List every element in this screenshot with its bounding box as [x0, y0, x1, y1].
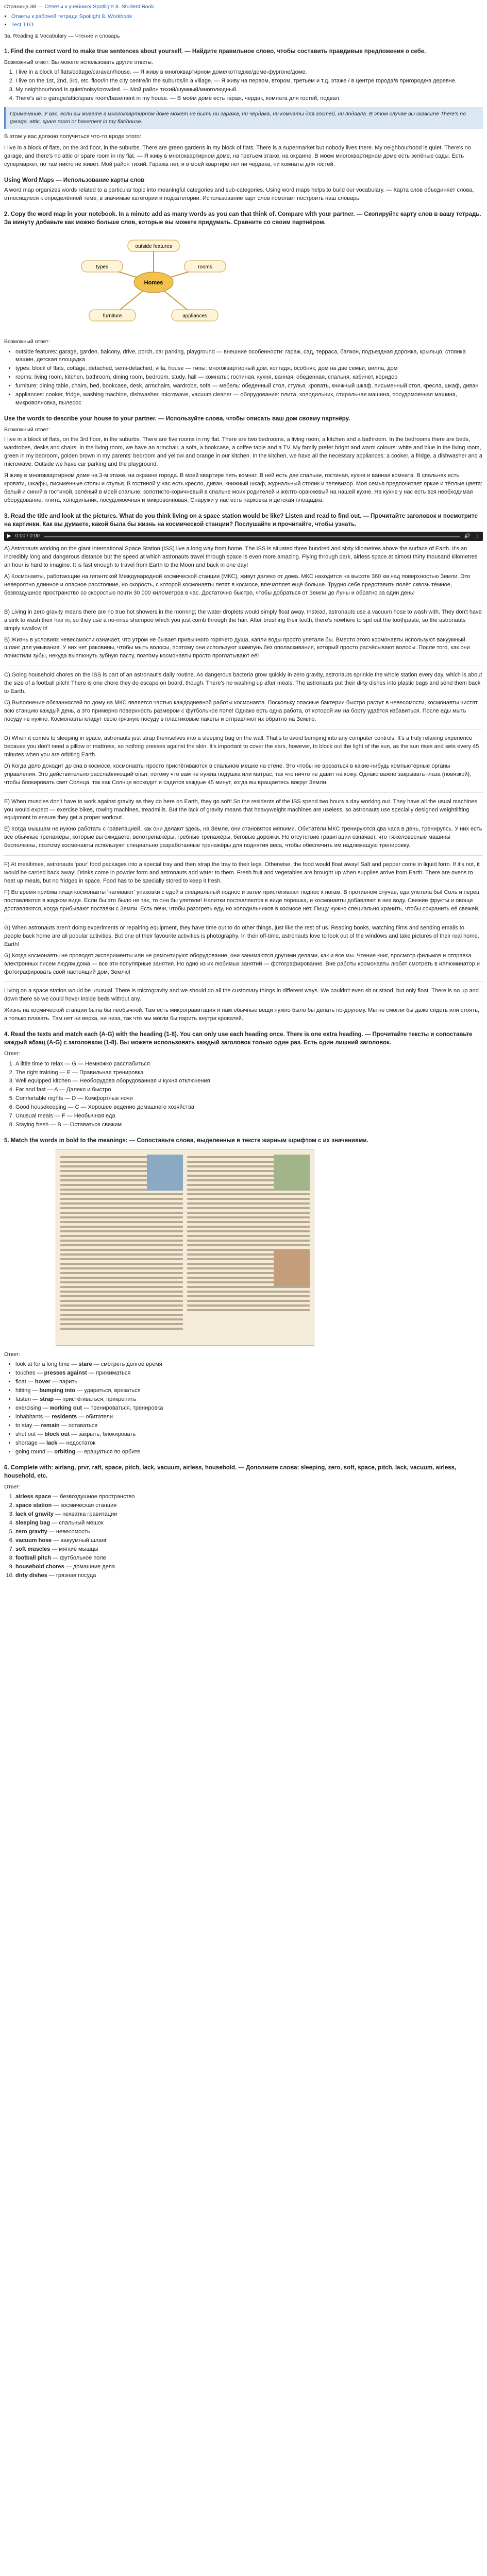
audio-time: 0:00 / 0:00	[15, 533, 40, 539]
ex5-translation: закрыть, блокировать	[78, 1431, 136, 1437]
text-paragraph: A) Космонавты, работающие на гигантской Международной космической станции (МКС), живут далеко от дома. МКС находится на высоте 360 км над поверхностью Земли. Это невероятно длинное и опасное расстояние, но скорость, с которой космонавты летят в космосе, впечатляет ещё больше. Трудно себе представить полёт сквозь тёмное, безвоздушное пространство со скоростью почти 30 000 километров в час. Достаточно быстро, чтобы добраться от Земли до Луны и обратно за один день!	[4, 573, 471, 596]
ex5-meaning: exercising	[15, 1405, 41, 1412]
ex4-item: 7. Unusual meals — F — Необычная еда	[15, 1112, 483, 1121]
ex5-meaning: inhabitants	[15, 1414, 43, 1420]
text-paragraph: D) When it comes to sleeping in space, astronauts just strap themselves into a sleeping bag on the wall. That's to avoid bumping into any computer controls. It's a truly relaxing experience because you don't need a pillow or mattress, so nothing presses against the skin. It's important to cover the ears, however, to block out the light of the sun, as the sun rises and sets every 45 minutes when you are orbiting Earth.	[4, 735, 479, 758]
ex6-phrase: zero gravity	[15, 1528, 47, 1535]
ex1-item: 4. There's a/no garage/attic/spare room/basement in my house. — В моём доме есть гараж, чердак, комната для гостей, подвал.	[15, 95, 483, 103]
ex6-translation: вакуумный шланг	[60, 1537, 107, 1544]
ex5-item: • going round — orbiting — вращаться по орбите	[15, 1448, 483, 1456]
ex5-translation: обитатели	[86, 1414, 113, 1420]
text-paragraph: G) Когда космонавты не проводят эксперименты или не ремонтируют оборудование, они занимаются другими делами, как и все мы. Чтение книг, просмотр фильмов и отправка электронных писем людям дома — все эти популярные занятия. Но одно из их любимых занятий — фотографирование. Вне работы космонавты любят смотреть в иллюминатор и фотографировать свой настоящий дом, Землю!	[4, 952, 480, 975]
ex5-word: orbiting	[54, 1448, 76, 1455]
ex1-item: 3. My neighbourhood is quiet/noisy/crowded. — Мой район тихий/шумный/многолюдный.	[15, 86, 483, 94]
ex4-item: 1. A little time to relax — G — Немножко расслабиться	[15, 1060, 483, 1069]
ex6-item: 9. household chores — домашние дела	[15, 1563, 483, 1571]
ex5-meaning: touches	[15, 1370, 36, 1377]
ex6-translation: спальный мешок	[59, 1519, 104, 1526]
ex2-title: 2. Copy the word map in your notebook. In a minute add as many words as you can that think of. Compare with your partner. — Скопируйте карту слов в вашу тетрадь. За минуту добавьте как можно больше слов, которые вы можете придумать. Сравните со своим партнёром.	[4, 211, 481, 226]
text-paragraph: E) When muscles don't have to work against gravity as they do here on Earth, they go soft! So the residents of the ISS spend two hours a day working out. They have all the usual machines you would expect — exercise bikes, rowing machines, treadmills. But the lack of gravity means that heavyweight machines are useless, so astronauts use specially designed weightlifting equipment to ensure they get a proper workout.	[4, 798, 477, 821]
divider	[4, 981, 483, 982]
ex1-item: 1. I live in a block of flats/cottage/caravan/house. — Я живу в многоквартирном доме/коттедже/доме-фургоне/доме.	[15, 69, 483, 77]
toc-link-workbook[interactable]: Ответы к рабочей тетради Spotlight 8. Workbook	[11, 13, 132, 20]
text-paragraph: E) Когда мышцам не нужно работать с гравитацией, как они делают здесь, на Земле, они становятся мягкими. Обитатели МКС тренируются два часа в день, тренируясь. У них есть все обычные тренажёры, которые вы ожидаете: велотренажёры, гребные тренажёры, беговые дорожки. Но отсутствие гравитации означает, что тяжеловесные машины бесполезны, поэтому космонавты используют специально разработанные тренажёры для поднятия веса, чтобы обеспечить им надлежащую тренировку.	[4, 826, 482, 849]
ex5-translation: парить	[59, 1379, 78, 1385]
ex5-word: presses against	[44, 1370, 87, 1377]
toc-item	[11, 21, 483, 29]
breadcrumb	[4, 3, 483, 11]
ex6-translation: нехватка гравитации	[62, 1511, 117, 1517]
ex3-texts	[4, 545, 483, 1023]
describe-ru: Я живу в многоквартирном доме на 3-м этаже, на окраине города. В моей квартире пять комнат. В ней есть две спальни, гостиная, кухня и ванная комната. В спальнях есть кровати, шкафы, письменные столы и стулья. В гостиной у нас есть кресло, диван, книжный шкаф, журнальный столик и телевизор. Моя семья предпочитает яркие и тёплые цвета: белый и синий в гостиной, зелёный в моей спальне, золотисто-коричневый в спальне моих родителей и жёлто-оранжевый на нашей кухне. На кухне у нас есть вся необходимая оборудование: плита, холодильник, посудомоечная и микроволновая. Снаружи у нас есть парковка и детская площадка.	[4, 472, 483, 503]
ex6-item: 4. sleeping bag — спальный мешок	[15, 1519, 483, 1528]
play-icon[interactable]: ▶	[7, 533, 11, 539]
ex1-item: 2. I live on the 1st, 2nd, 3rd, etc. floor/in the city centre/in the suburbs/in a village. — Я живу на первом, втором, третьем и т.д. этаже / в центре города/в пригороде/в деревне.	[15, 77, 483, 86]
textbook-photo	[274, 1155, 310, 1191]
breadcrumb-link[interactable]: Ответы к учебнику Spotlight 8. Student Book	[44, 4, 154, 10]
ex2-item: • furniture: dining table, chairs, bed, bookcase, desk, armchairs, wardrobe, sofa — мебель: обеденный стол, стулья, кровать, книжный шкаф, письменный стол, кресла, шкаф, диван	[15, 382, 483, 391]
ex5-word: residents	[52, 1414, 77, 1420]
textbook-photo	[274, 1250, 310, 1286]
ex5-translation: тренироваться, тренировка	[91, 1405, 163, 1412]
ex6-translation: грязная посуда	[56, 1572, 96, 1579]
ex3-title: 3. Read the title and look at the pictures. What do you think living on a space station would be like? Listen and read to find out. — Прочитайте заголовок и посмотрите на картинки. Как вы думаете, какой была бы жизнь на космической станции? Послушайте и прочитайте, чтобы узнать.	[4, 513, 478, 528]
wordmap-heading: Using Word Maps — Использование карты слов	[4, 177, 145, 184]
ex1-label: Возможный ответ: Вы можете использовать другие ответы.	[4, 59, 154, 65]
ex5-word: working out	[49, 1405, 82, 1412]
note-box: Примечание. У вас, если вы живёте в многоквартирном доме может не быть ни гаража, ни чердака, ни комнаты для гостей, ни подвала. В этом случае вы скажите There's no garage, attic, spare room or basement in my flat/house.	[4, 107, 483, 129]
ex5-item: • float — hover — парить	[15, 1378, 483, 1386]
divider	[4, 792, 483, 793]
ex6-item: 2. space station — космическая станция	[15, 1502, 483, 1510]
text-paragraph: B) Жизнь в условиях невесомости означает, что утром не бывает привычного горячего душа, капли воды просто улетали бы. Вместо этого космонавты используют вакуумный шланг для умывания. У них нет раковины, чтобы мыть волосы, поэтому они используют шампунь без ополаскивания, который просто расчёсывают волосы. После того, как они почистили зубы, некуда выплюнуть зубную пасту, поэтому космонавты просто проглатывают её!	[4, 636, 470, 659]
ex5-translation: оставаться	[68, 1422, 98, 1429]
map-node-label: furniture	[103, 313, 122, 319]
ex5-list	[4, 1361, 483, 1456]
ex5-meaning: going round	[15, 1448, 46, 1455]
ex6-title: 6. Complete with: airlang, prvr, raft, space, pitch, lack, vacuum, airless, household. — Дополните слова: sleeping, zero, soft, space, pitch, lack, vacuum, airless, household, etc.	[4, 1464, 457, 1479]
map-node-label: appliances	[182, 313, 207, 319]
textbook-page-image	[56, 1149, 314, 1346]
textbook-column	[60, 1154, 183, 1341]
ex6-item: 5. zero gravity — невесомость	[15, 1528, 483, 1536]
ex5-word: stare	[78, 1361, 92, 1368]
ex5-meaning: to stay	[15, 1422, 32, 1429]
ex6-translation: мягкие мышцы	[59, 1546, 98, 1552]
toc-link-test[interactable]: Test TTO	[11, 22, 33, 28]
ex6-translation: домашние дела	[73, 1563, 115, 1570]
ex5-item: • shortage — lack — недостаток	[15, 1439, 483, 1448]
volume-icon[interactable]: 🔊	[464, 533, 471, 539]
ex2-item: • outside features: garage, garden, balcony, drive, porch, car parking, playground — внешние особенности: гараж, сад, терраса, балкон, подъездная дорожка, крыльцо, стоянка машин, детская площадка	[15, 348, 483, 365]
ex4-item: 8. Staying fresh — B — Оставаться свежим	[15, 1121, 483, 1129]
ex5-word: bumping into	[39, 1387, 76, 1394]
ex6-translation: безвоздушное пространство	[60, 1494, 135, 1500]
ex5-item: • hitting — bumping into — удариться, врезаться	[15, 1387, 483, 1395]
ex6-phrase: soft muscles	[15, 1546, 51, 1552]
ex6-translation: невесомость	[56, 1528, 90, 1535]
ex5-translation: недостаток	[66, 1439, 96, 1446]
text-paragraph: A) Astronauts working on the giant International Space Station (ISS) live a long way from home. The ISS is situated three hundred and sixty kilometres above the surface of Earth. It's an incredibly long and dangerous distance but the speed at which astronauts travel through space is even more amazing. Flying through dark, airless space at almost thirty thousand kilometres an hour is hard to imagine. It is fast enough to travel from Earth to the Moon and back in one day!	[4, 546, 478, 568]
ex5-word: strap	[40, 1396, 54, 1403]
map-center-label: Homes	[144, 280, 163, 286]
ex1-list	[4, 69, 483, 103]
ex4-item: 3. Well equipped kitchen — Hеоборудова оборудованная и кухня отключения	[15, 1077, 483, 1086]
word-map-diagram	[76, 231, 231, 334]
ex5-word: hover	[35, 1379, 51, 1385]
text-paragraph: C) Going household chores on the ISS is part of an astronaut's daily routine. As dangerous bacteria grow quickly in zero gravity, astronauts sprinkle the whole station every day, which is about the size of a football pitch! There is one chore they do escape on board, though. There's no washing up after meals. The astronauts put their dirty dishes into plastic bags and send them back to Earth.	[4, 672, 482, 695]
ex5-item: • look at for a long time — stare — смотреть долгое время	[15, 1361, 483, 1369]
toc-list	[11, 13, 483, 29]
ex5-word: lack	[46, 1439, 58, 1446]
ex5-label: Ответ:	[4, 1351, 21, 1358]
paragraph: I live in a block of flats, on the 3rd floor, in the suburbs. There are green gardens in my block of flats. There is a supermarket but nobody lives there. My neighbourhood is quiet. There's no garage, and there's no attic or spare room in my flat. — Я живу в многоквартирном доме, на третьем этаже, на окраине. В моём многоквартирном доме есть зелёные сады. Есть супермаркет, но там никто не живёт. Мой район тихий. Гаража нет, и в моей квартире нет ни чердака, ни комнаты для гостей.	[4, 145, 471, 168]
ex6-item: 3. lack of gravity — нехватка гравитации	[15, 1511, 483, 1519]
section-heading: 3a. Reading & Vocabulary — Чтение и словарь	[4, 32, 120, 39]
paragraph: В этом у вас должно получиться что-то вроде этого:	[4, 133, 141, 140]
more-options-icon[interactable]: ⋮	[475, 533, 480, 539]
ex5-translation: прижиматься	[95, 1370, 131, 1377]
wordmap-text: A word map organizes words related to a particular topic into meaningful categories and sub-categories. Using word maps helps to build our vocabulary. — Карта слов объединяет слова, относящиеся к определённой теме, в значимые категории и подкатегории. Использование карт слов помогает построить наш словарь.	[4, 187, 474, 202]
ex4-item: 5. Comfortable nights — D — Комфортные ночи	[15, 1095, 483, 1103]
ex5-item: • to stay — remain — оставаться	[15, 1422, 483, 1430]
ex6-item: 8. football pitch — футбольное поле	[15, 1554, 483, 1563]
ex6-translation: футбольное поле	[60, 1554, 106, 1561]
ex6-item: 6. vacuum hose — вакуумный шланг	[15, 1537, 483, 1545]
ex5-translation: удариться, врезаться	[84, 1387, 141, 1394]
describe-en: I live in a block of flats, on the 3rd floor, in the suburbs. There are five rooms in my flat. There are two bedrooms, a living room, a kitchen and a bathroom. In the bedrooms there are beds, wardrobes, desks and chairs. In the living room, we have an armchair, a sofa, a bookcase, a coffee table and a TV. My family prefer bright and warm colours: white and blue in the living room, green in my bedroom, golden brown in my parents' bedroom and yellow and orange in our kitchen. In the kitchen, we have all the necessary appliances: a cooker, a fridge, a dishwasher and a microwave. Outside we have car parking and the playground.	[4, 436, 482, 468]
ex2-list	[4, 348, 483, 408]
ex6-list	[4, 1493, 483, 1580]
word-map-svg	[76, 231, 231, 334]
ex5-item: • inhabitants — residents — обитатели	[15, 1413, 483, 1421]
ex2-item: • rooms: living room, kitchen, bathroom, dining room, bedroom, study, hall — комнаты: гостиная, кухня, ванная, обеденная, спальня, кабинет, коридор	[15, 374, 483, 382]
ex6-phrase: lack of gravity	[15, 1511, 54, 1517]
ex4-item: 4. Far and fast — A — Далеко и быстро	[15, 1086, 483, 1094]
ex5-translation: смотреть долгое время	[100, 1361, 162, 1368]
ex5-translation: пристёгиваться, прикрепить	[62, 1396, 137, 1403]
ex2-label: Возможный ответ:	[4, 338, 50, 345]
ex2-item: • appliances: cooker, fridge, washing machine, dishwasher, microwave, vacuum cleaner — оборудование: плита, холодильник, стиральная машина, посудомоечная машина, микроволновка, пылесос	[15, 391, 483, 408]
divider	[4, 729, 483, 730]
ex5-meaning: shortage	[15, 1439, 38, 1446]
text-paragraph: B) Living in zero gravity means there are no true hot showers in the morning; the water droplets would simply float away. Instead, astronauts use a vacuum hose to wash with. They don't have a sink to wash their hair in, so they use a no-rinse shampoo which you just comb through the hair. After brushing their teeth, there's nowhere to spit out the toothpaste, so the astronauts simply swallow it!	[4, 608, 482, 632]
divider	[4, 855, 483, 856]
ex6-phrase: space station	[15, 1502, 52, 1509]
describe-label: Возможный ответ:	[4, 427, 50, 433]
ex5-item: • exercising — working out — тренироваться, тренировка	[15, 1404, 483, 1413]
ex6-phrase: dirty dishes	[15, 1572, 47, 1579]
ex4-item: 6. Good housekeeping — C — Хорошее ведение домашнего хозяйства	[15, 1104, 483, 1112]
ex5-word: remain	[41, 1422, 60, 1429]
ex5-item: • touches — presses against — прижиматься	[15, 1369, 483, 1378]
audio-progress-bar[interactable]	[44, 536, 460, 537]
ex5-translation: вращаться по орбите	[84, 1448, 141, 1455]
text-paragraph: Жизнь на космической станции была бы необычной. Там есть микрогравитация и нам обычные вещи нужно было бы делать по-другому. Мы не смогли бы даже сидеть или стоять, а только плавать. Там нет ни верха, ни низа, так что мы могли бы парить внутри кроватей.	[4, 1007, 480, 1022]
ex6-phrase: football pitch	[15, 1554, 52, 1561]
ex4-list	[4, 1060, 483, 1130]
ex6-item: 1. airless space — безвоздушное пространство	[15, 1493, 483, 1501]
ex6-phrase: vacuum hose	[15, 1537, 52, 1544]
textbook-column	[187, 1154, 310, 1341]
ex6-item: 7. soft muscles — мягкие мышцы	[15, 1546, 483, 1554]
ex6-phrase: sleeping bag	[15, 1519, 51, 1526]
ex2-item: • types: block of flats, cottage, detached, semi-detached, villa, house — типы: многоквартирный дом, коттедж, особняк, дом на две семьи, вилла, дом	[15, 365, 483, 373]
ex6-label: Ответ:	[4, 1483, 21, 1490]
text-paragraph: F) Во время приёма пищи космонавты 'наливают' упаковки с едой в специальный поднос и затем пристёгивают поднос к ногам. В противном случае, еда улетела бы! Соль и перец поставляются в жидком виде. Если бы это было не так, то они бы улетели! Напитки поставляются в виде порошка, и космонавты добавляют в них воду. Свежие фрукты и овощи доставляются, когда прибывают поставки с Земли. Есть печи, чтобы разогреть еду, но холодильников в космосе нет. Пищу нужно специально хранить, чтобы сохранить её свежей.	[4, 889, 480, 912]
audio-player[interactable]	[4, 532, 483, 541]
ex5-meaning: hitting	[15, 1387, 31, 1394]
text-paragraph: G) When astronauts aren't doing experiments or repairing equipment, they have time out to do other things, just like the rest of us. Reading books, watching films and sending emails to people back home are all popular activities. But one of their favourite activities is photography. In their off-time, astronauts love to look out of the windows and take pictures of their real home, Earth!	[4, 924, 479, 947]
ex5-meaning: look at for a long time	[15, 1361, 70, 1368]
ex6-phrase: airless space	[15, 1494, 52, 1500]
ex5-item: • fasten — strap — пристёгиваться, прикрепить	[15, 1396, 483, 1404]
ex5-word: block out	[44, 1431, 70, 1437]
text-paragraph: C) Выполнение обязанностей по дому на МКС является частью каждодневной работы космонавта. Поскольку опасные бактерии быстро растут в невесомости, космонавты чистят всю станцию каждый день, а это примерно поверхность размером с футбольное поле! Однако есть одна работа, от которой им на борту удаётся избавиться. После еды мыть посуду не нужно. Космонавты кладут свою грязную посуду в пластиковые пакеты и отправляют их обратно на Землю.	[4, 700, 478, 722]
ex6-item: 10. dirty dishes — грязная посуда	[15, 1572, 483, 1580]
breadcrumb-page: Страница 38 —	[4, 4, 43, 10]
ex1-title: 1. Find the correct word to make true sentences about yourself. — Найдите правильное слово, чтобы составить правдивые предложения о себе.	[4, 48, 426, 55]
ex4-label: Ответ:	[4, 1050, 21, 1057]
ex6-translation: космическая станция	[60, 1502, 117, 1509]
text-paragraph: D) Когда дело доходит до сна в космосе, космонавты просто пристёгиваются в спальном мешке на стене. Это чтобы не врезаться в какие-нибудь компьютерные органы управления. Это действительно расслабляющий опыт, потому что вам не нужна подушка или матрас, так что ничто не давит на кожу. Однако важно закрывать глаза (повязкой), чтобы блокировать свет Солнца, так как Солнце восходит и садится каждые 45 минут, когда вы вращаетесь вокруг Земли.	[4, 762, 472, 786]
ex4-title: 4. Read the texts and match each (A-G) with the heading (1-8). You can only use each heading once. There is one extra heading. — Прочитайте тексты и сопоставьте каждый абзац (A-G) с заголовком (1-8). Вы можете использовать каждый заголовок только один раз. Есть один лишний заголовок.	[4, 1031, 473, 1046]
describe-title: Use the words to describe your house to your partner. — Используйте слова, чтобы описать ваш дом своему партнёру.	[4, 416, 350, 422]
ex6-phrase: household chores	[15, 1563, 64, 1570]
text-paragraph: Living on a space station would be unusual. There is microgravity and we should do all the customary things in different ways. We couldn't even sit or stand, but only float. There is no up and down there so we could hover inside beds without any.	[4, 988, 479, 1003]
ex5-title: 5. Match the words in bold to the meanings: — Сопоставьте слова, выделенные в тексте жирным шрифтом с их значениями.	[4, 1138, 368, 1144]
ex4-item: 2. The right training — E — Правильная тренировка	[15, 1069, 483, 1077]
ex5-meaning: float	[15, 1379, 26, 1385]
map-node-label: types	[96, 264, 108, 270]
ex5-meaning: fasten	[15, 1396, 31, 1403]
textbook-photo	[147, 1155, 183, 1191]
text-paragraph: F) At mealtimes, astronauts 'pour' food packages into a special tray and then strap the tray to their legs. Otherwise, the food would float away! Salt and pepper come in liquid form. If it's not, it would be carried back away! Drinks come in powder form and astronauts add water to them. Fresh fruit and vegetables are brought up when supplies arrive from Earth. There are ovens to heat up meals, but no fridges in space. Food has to be specially stored to keep it fresh.	[4, 861, 480, 885]
toc-item	[11, 13, 483, 21]
ex5-item: • shut out — block out — закрыть, блокировать	[15, 1431, 483, 1439]
ex5-meaning: shut out	[15, 1431, 36, 1437]
map-node-label: outside features	[135, 244, 172, 250]
map-node-label: rooms	[198, 264, 212, 270]
